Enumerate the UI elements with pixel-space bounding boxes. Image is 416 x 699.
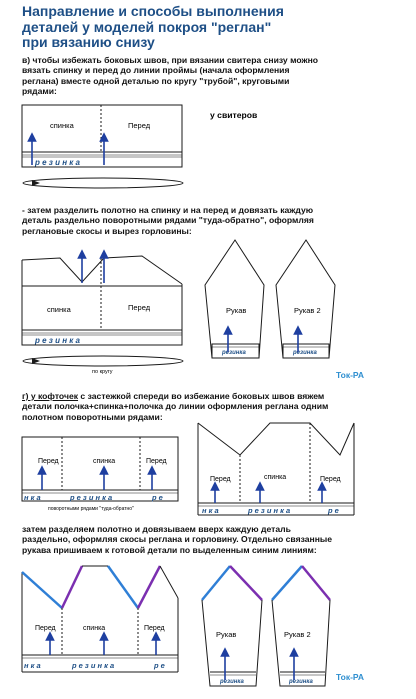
text-line: затем разделяем полотно и довязываем вверх каждую деталь	[22, 524, 291, 534]
ribbing-label-prefix: р е	[154, 661, 165, 670]
sleeve-label: Рукав	[226, 306, 247, 315]
sleeves-diagram-bottom	[202, 566, 364, 686]
raglan-seam-blue	[108, 566, 138, 608]
text-line: деталь раздельно поворотными рядами "туда-обратно", оформляя	[22, 215, 314, 226]
ribbing-label-prefix: р е	[328, 506, 339, 515]
front-label: Перед	[35, 625, 56, 632]
ribbing-label: резинка	[293, 350, 317, 356]
cardigan-split-diagram	[198, 423, 354, 515]
ribbing-label-prefix: р е	[152, 493, 163, 502]
sleeve-label: Рукав 2	[294, 306, 321, 315]
ribbing-label-partial: н к а	[24, 493, 41, 502]
ribbing-label: резинка	[289, 679, 313, 685]
title-line: Направление и способы выполнения	[22, 3, 284, 19]
round-direction-ellipse	[23, 178, 183, 188]
round-caption: по кругу	[92, 369, 113, 375]
text-line: - затем разделить полотно на спинку и на перед и довязать каждую	[22, 205, 314, 215]
spinka-label: спинка	[50, 121, 74, 130]
signature: Ток-РА	[336, 370, 364, 380]
ribbing-label: р е з и н к а	[248, 506, 291, 515]
ribbing-label: р е з и н к а	[35, 336, 80, 345]
front-label: Перед	[210, 476, 231, 483]
raglan-body-diagram	[22, 566, 178, 672]
title-line: деталей у моделей покроя "реглан"	[22, 18, 272, 35]
ribbing-label-partial: н к а	[24, 661, 41, 670]
text-line: реглановые скосы и вырез горловины:	[22, 225, 192, 236]
text-line: рядами:	[22, 86, 57, 97]
ribbing-label: р е з и н к а	[72, 661, 115, 670]
front-label: Перед	[144, 625, 165, 632]
ribbing-label: р е з и н к а	[70, 493, 113, 502]
spinka-label: спинка	[93, 458, 116, 465]
ribbing-label: резинка	[222, 350, 246, 356]
raglan-seam-purple	[302, 566, 330, 600]
round-direction-ellipse	[23, 356, 183, 366]
text-line: вязать спинку и перед до линии проймы (начала оформления	[22, 65, 290, 76]
round-direction-arrowhead	[32, 180, 40, 186]
raglan-seam-purple	[138, 566, 160, 608]
round-direction-arrowhead	[32, 358, 40, 364]
front-label: Перед	[320, 476, 341, 483]
sleeve-label: Рукав 2	[284, 630, 311, 639]
pered-label: Перед	[128, 121, 151, 130]
cardigan-flat-diagram	[22, 437, 178, 512]
ribbing-label: р е з и н к а	[35, 158, 80, 167]
ribbing-label-partial: н к а	[202, 506, 219, 515]
raglan-seam-blue	[22, 572, 62, 608]
text-line: полотном поворотными рядами:	[22, 411, 163, 422]
text-line: реглана) вместе одной деталью по кругу "трубой", круговыми	[22, 75, 290, 86]
title-line: при вязанию снизу	[22, 34, 155, 50]
pered-label: Перед	[128, 303, 151, 312]
split-body-diagram	[22, 254, 183, 375]
underlined-text: г) у кофточек	[22, 391, 79, 401]
front-label: Перед	[38, 458, 59, 465]
turning-rows-caption: поворотными рядами "туда-обратно"	[48, 506, 134, 512]
ribbing-label: резинка	[220, 679, 244, 685]
text-line: детали полочка+спинка+полочка до линии оформления реглана одним	[22, 401, 329, 412]
spinka-label: спинка	[47, 305, 71, 314]
text-line: рукава пришиваем к готовой детали по выделенным синим линиям:	[22, 544, 317, 555]
spinka-label: спинка	[83, 625, 106, 632]
raglan-seam-purple	[62, 566, 82, 608]
spinka-label: спинка	[264, 474, 287, 481]
tube-body-diagram	[22, 105, 257, 188]
sleeve-label: Рукав	[216, 630, 237, 639]
raglan-seam-blue	[272, 566, 302, 600]
signature: Ток-РА	[336, 672, 364, 682]
sleeves-diagram-top	[205, 240, 364, 380]
raglan-seam-purple	[230, 566, 262, 600]
front-label: Перед	[146, 458, 167, 465]
text-line: в) чтобы избежать боковых швов, при вязании свитера снизу можно	[22, 55, 319, 65]
text-rest: с застежкой спереди во избежание боковых швов вяжем	[78, 391, 325, 401]
raglan-seam-blue	[202, 566, 230, 600]
sweaters-caption: у свитеров	[210, 110, 258, 120]
text-line: раздельно, оформляя скосы реглана и горловину. Отдельно связанные	[22, 534, 333, 545]
